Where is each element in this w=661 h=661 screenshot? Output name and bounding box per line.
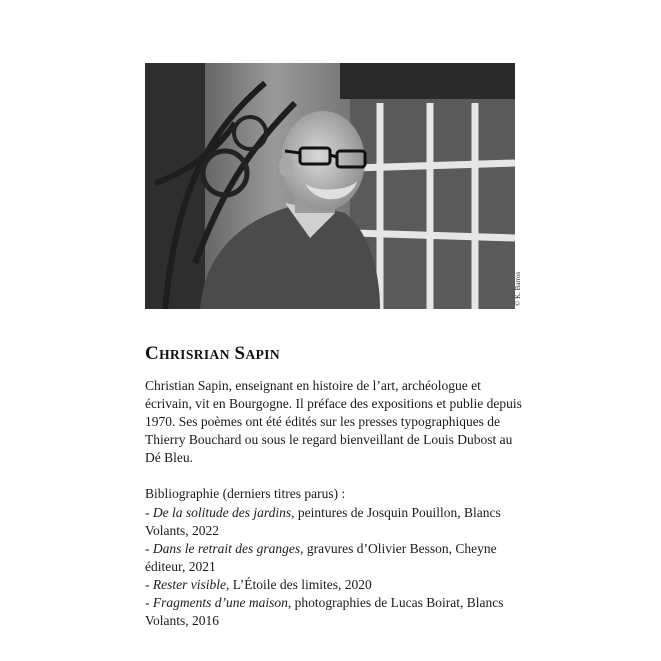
bib-title: Rester visible	[152, 576, 226, 592]
bib-prefix: -	[145, 576, 153, 592]
bib-details: , peintures de Josquin Pouillon, Blancs Volants, 2022	[145, 504, 501, 538]
bib-details: , photographies de Lucas Boirat, Blancs Volants, 2016	[145, 595, 504, 629]
name-last-initial: S	[234, 343, 246, 364]
bibliography-item	[145, 594, 525, 630]
name-first-initial: C	[145, 343, 160, 364]
bio-paragraph: Christian Sapin, enseignant en histoire de l’art, archéologue et écrivain, vit en Bourgogne. Il préface des expositions et publie depuis 1970. Ses poèmes ont été édités sur les presses typographiques de Thierry Bouchard ou sous le regard bienveillant de Louis Dubost au Dé Bleu.	[145, 378, 522, 466]
bibliography-item	[145, 504, 525, 540]
bib-title: De la solitude des jardins	[152, 504, 292, 520]
bibliography-heading: Bibliographie (derniers titres parus) :	[145, 486, 346, 502]
author-bio-section	[145, 377, 525, 630]
author-name-heading	[145, 343, 280, 365]
bib-prefix: -	[145, 504, 153, 520]
author-portrait-photo	[145, 63, 515, 309]
name-last-rest: APIN	[245, 347, 281, 362]
bib-prefix: -	[145, 540, 153, 556]
bib-details: , gravures d’Olivier Besson, Cheyne éditeur, 2021	[145, 540, 497, 574]
bib-details: , L’Étoile des limites, 2020	[225, 576, 372, 592]
bib-title: Dans le retrait des granges	[152, 540, 301, 556]
bib-title: Fragments d’une maison	[152, 595, 288, 611]
bib-prefix: -	[145, 595, 153, 611]
bibliography-item	[145, 540, 525, 576]
name-first-rest: HRISRIAN	[159, 347, 230, 362]
bibliography-item	[145, 576, 525, 594]
photo-credit: © K. Barros	[514, 271, 522, 306]
